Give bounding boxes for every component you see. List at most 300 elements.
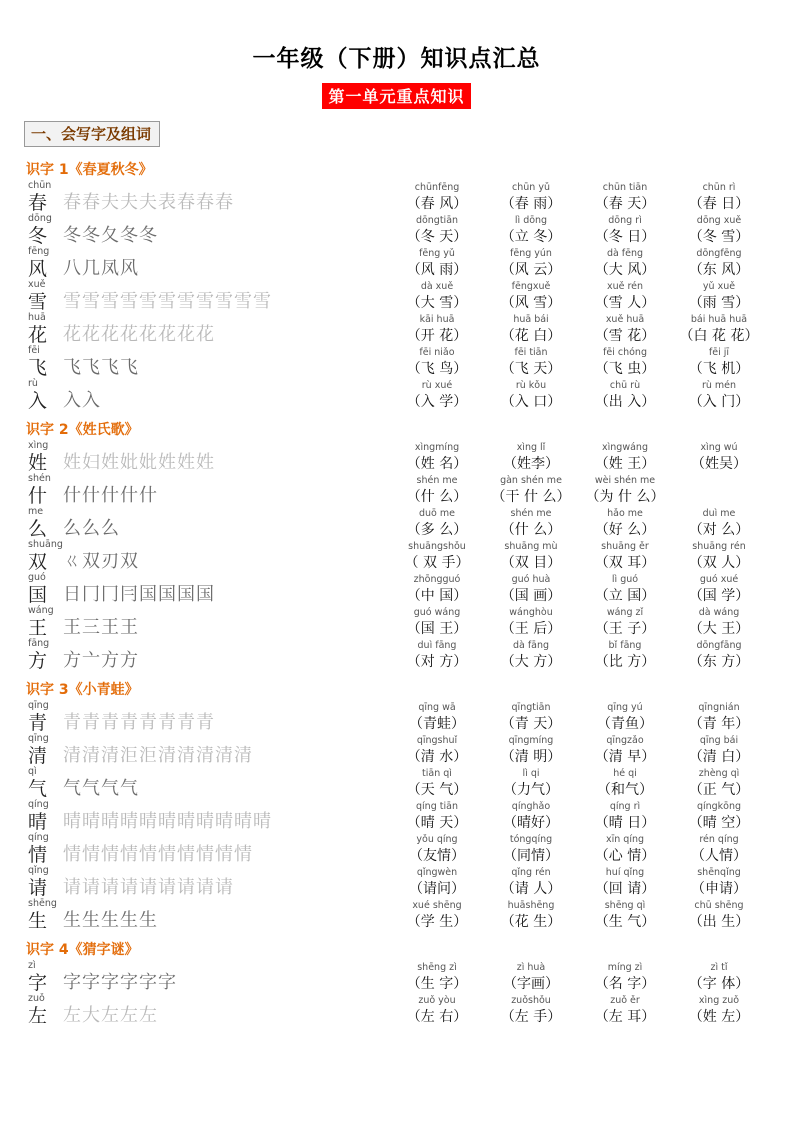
word-pinyin: xìng wú	[700, 442, 738, 453]
word-pinyin: lì qi	[522, 768, 540, 779]
word-cell	[578, 735, 672, 766]
word-row	[390, 833, 771, 865]
word-pinyin: shuāng mù	[504, 541, 558, 552]
character-pinyin: fāng	[28, 638, 50, 649]
word-pinyin: shuāng ěr	[601, 541, 649, 552]
word-text: （人情）	[691, 848, 747, 864]
character-practice-row	[28, 474, 384, 506]
trace-glyph: 情	[63, 844, 81, 865]
word-pinyin: shuāngshǒu	[408, 541, 466, 552]
trace-glyph: 什	[120, 485, 138, 506]
word-pinyin: zuǒshǒu	[511, 995, 551, 1006]
character-practice-row	[28, 507, 384, 539]
character-glyph: 冬	[28, 225, 48, 247]
trace-glyph: 刃	[101, 551, 119, 572]
character-glyph: 情	[28, 844, 48, 866]
word-row	[390, 606, 771, 638]
word-text: （晴好）	[503, 815, 559, 831]
word-row	[390, 767, 771, 799]
trace-glyph: 花	[158, 324, 176, 345]
trace-glyph: 花	[82, 324, 100, 345]
word-pinyin: dōngfēng	[696, 248, 742, 259]
trace-glyph: 国	[139, 584, 157, 605]
word-pinyin: qīngnián	[698, 702, 740, 713]
character-glyph: 风	[28, 258, 48, 280]
trace-glyph: 雪	[120, 291, 138, 312]
word-pinyin: rù mén	[701, 380, 737, 391]
word-pinyin: fēi chóng	[603, 347, 647, 358]
trace-glyph: 姓	[177, 452, 195, 473]
word-row	[390, 379, 771, 411]
character-cell	[28, 280, 58, 312]
character-practice-row	[28, 899, 384, 931]
character-practice-row	[28, 181, 384, 213]
trace-glyph: 夫	[139, 192, 157, 213]
word-cell	[672, 541, 766, 572]
character-pinyin: guó	[28, 572, 46, 583]
trace-glyph: 方	[120, 650, 138, 671]
trace-glyph: 清	[63, 745, 81, 766]
word-pinyin: dōngtiān	[415, 215, 459, 226]
word-pinyin: xìngmíng	[414, 442, 460, 453]
word-pinyin: rù xué	[421, 380, 453, 391]
trace-glyph: 左	[101, 1005, 119, 1026]
trace-glyph: 清	[158, 745, 176, 766]
trace-glyph: 夂	[101, 225, 119, 246]
word-cell	[672, 475, 766, 506]
word-cell	[672, 442, 766, 473]
trace-glyph: 八	[63, 258, 81, 279]
word-text: （晴 天）	[406, 815, 468, 831]
trace-glyph: 入	[63, 390, 81, 411]
word-text: （国 王）	[406, 621, 468, 637]
trace-glyph: 花	[196, 324, 214, 345]
stroke-order-trace	[58, 806, 271, 832]
word-text: （风 雪）	[500, 295, 562, 311]
word-cell	[672, 900, 766, 931]
trace-glyph: 字	[82, 972, 100, 993]
trace-glyph: 么	[101, 518, 119, 539]
character-cell	[28, 639, 58, 671]
word-cell	[672, 182, 766, 213]
character-glyph: 清	[28, 745, 48, 767]
word-text: （申请）	[691, 881, 747, 897]
trace-glyph: 请	[101, 877, 119, 898]
word-pinyin: bǐ fāng	[608, 640, 642, 651]
word-row	[390, 866, 771, 898]
word-text: （冬 雪）	[688, 229, 750, 245]
word-cell	[578, 281, 672, 312]
word-text: （立 国）	[594, 588, 656, 604]
trace-glyph: 冃	[120, 584, 138, 605]
word-pinyin: dà wáng	[698, 607, 740, 618]
word-cell	[484, 801, 578, 832]
trace-glyph: 晴	[215, 811, 233, 832]
trace-glyph: 妣	[139, 452, 157, 473]
word-cell	[578, 801, 672, 832]
word-pinyin: wáng zǐ	[606, 607, 644, 618]
stroke-practice-column	[22, 441, 384, 672]
word-pinyin: qīngtiān	[511, 702, 551, 713]
word-cell	[484, 541, 578, 572]
word-pinyin: tiān qì	[422, 768, 452, 779]
word-pinyin: xué shēng	[412, 900, 462, 911]
character-group	[22, 939, 771, 1027]
character-pinyin: rù	[28, 378, 38, 389]
word-text: （青蛙）	[409, 716, 465, 732]
word-cell	[390, 314, 484, 345]
word-text: （春 日）	[688, 196, 750, 212]
trace-glyph: 字	[158, 972, 176, 993]
stroke-order-trace	[58, 839, 252, 865]
character-cell	[28, 866, 58, 898]
trace-glyph: 清	[234, 745, 252, 766]
word-cell	[390, 347, 484, 378]
trace-glyph: 妣	[120, 452, 138, 473]
word-cell	[578, 442, 672, 473]
word-pinyin: fēng yǔ	[419, 248, 455, 259]
word-text: （春 风）	[406, 196, 468, 212]
trace-glyph: 么	[63, 518, 81, 539]
stroke-order-trace	[58, 253, 138, 279]
character-pinyin: shén	[28, 473, 51, 484]
trace-glyph: 晴	[177, 811, 195, 832]
stroke-order-trace	[58, 385, 100, 411]
character-practice-row	[28, 379, 384, 411]
trace-glyph: 情	[82, 844, 100, 865]
word-pinyin: qīngmíng	[508, 735, 554, 746]
trace-glyph: 雪	[158, 291, 176, 312]
trace-glyph: 气	[63, 778, 81, 799]
trace-glyph: 雪	[234, 291, 252, 312]
word-text: （左 右）	[406, 1009, 468, 1025]
trace-glyph: 方	[63, 650, 81, 671]
trace-glyph: 生	[63, 910, 81, 931]
word-cell	[578, 702, 672, 733]
word-cell	[672, 962, 766, 993]
character-pinyin: fēng	[28, 246, 50, 257]
trace-glyph: 生	[101, 910, 119, 931]
word-text: （好 么）	[594, 522, 656, 538]
word-pinyin: chūn rì	[702, 182, 736, 193]
character-practice-row	[28, 701, 384, 733]
character-glyph: 双	[28, 551, 48, 573]
trace-glyph: 春	[196, 192, 214, 213]
stroke-order-trace	[58, 319, 214, 345]
word-text: （冬 日）	[594, 229, 656, 245]
stroke-order-trace	[58, 1000, 157, 1026]
word-text: （王 后）	[500, 621, 562, 637]
word-pinyin: zì tǐ	[710, 962, 728, 973]
word-cell	[672, 834, 766, 865]
trace-glyph: 春	[63, 192, 81, 213]
word-text: （青鱼）	[597, 716, 653, 732]
word-row	[390, 639, 771, 671]
word-cell	[390, 995, 484, 1026]
word-text: （请问）	[409, 881, 465, 897]
trace-glyph: 情	[139, 844, 157, 865]
word-text: （出 入）	[594, 394, 656, 410]
word-pinyin: míng zì	[607, 962, 643, 973]
word-cell	[672, 347, 766, 378]
character-glyph: 什	[28, 485, 48, 507]
stroke-practice-column	[22, 181, 384, 412]
word-text: （雪 人）	[594, 295, 656, 311]
stroke-practice-column	[22, 701, 384, 932]
word-text: （青 天）	[500, 716, 562, 732]
trace-glyph: 什	[82, 485, 100, 506]
trace-glyph: 情	[234, 844, 252, 865]
word-pinyin: lì dōng	[514, 215, 548, 226]
character-cell	[28, 767, 58, 799]
trace-glyph: 字	[120, 972, 138, 993]
word-text: （什 么）	[500, 522, 562, 538]
word-cell	[484, 347, 578, 378]
trace-glyph: 表	[158, 192, 176, 213]
word-cell	[578, 508, 672, 539]
character-group	[22, 159, 771, 412]
trace-glyph: 请	[63, 877, 81, 898]
word-pinyin: duì fāng	[417, 640, 457, 651]
word-list-column	[384, 961, 771, 1027]
trace-glyph: 冬	[139, 225, 157, 246]
character-pinyin: xìng	[28, 440, 49, 451]
word-cell	[390, 182, 484, 213]
word-text: （入 学）	[406, 394, 468, 410]
word-text: （名 字）	[594, 976, 656, 992]
word-row	[390, 701, 771, 733]
trace-glyph: 情	[158, 844, 176, 865]
trace-glyph: 飞	[101, 357, 119, 378]
word-pinyin: fēng yún	[510, 248, 552, 259]
word-pinyin: dōng rì	[608, 215, 642, 226]
word-cell	[390, 475, 484, 506]
trace-glyph: 晴	[158, 811, 176, 832]
word-text: （姓 左）	[688, 1009, 750, 1025]
word-cell	[484, 281, 578, 312]
word-pinyin: zhōngguó	[413, 574, 461, 585]
word-pinyin: rù kǒu	[515, 380, 547, 391]
character-cell	[28, 474, 58, 506]
word-text: （入 门）	[688, 394, 750, 410]
trace-glyph: 冬	[82, 225, 100, 246]
word-row	[390, 247, 771, 279]
word-row	[390, 734, 771, 766]
stroke-order-trace	[58, 872, 233, 898]
trace-glyph: 么	[82, 518, 100, 539]
word-text: （清 早）	[594, 749, 656, 765]
trace-glyph: 雪	[215, 291, 233, 312]
word-pinyin: zuǒ yòu	[418, 995, 456, 1006]
word-pinyin: wèi shén me	[594, 475, 656, 486]
trace-glyph: 请	[120, 877, 138, 898]
stroke-order-trace	[58, 707, 214, 733]
word-pinyin: xìng zuǒ	[698, 995, 740, 1006]
word-pinyin: bái huā huā	[690, 314, 748, 325]
trace-glyph: 清	[196, 745, 214, 766]
trace-glyph: 冬	[63, 225, 81, 246]
word-cell	[578, 541, 672, 572]
word-pinyin: huí qǐng	[605, 867, 645, 878]
trace-glyph: 王	[63, 617, 81, 638]
stroke-order-trace	[58, 513, 119, 539]
word-row	[390, 346, 771, 378]
trace-glyph: 春	[177, 192, 195, 213]
word-text: （晴 空）	[688, 815, 750, 831]
character-pinyin: shēng	[28, 898, 57, 909]
stroke-order-trace	[58, 612, 138, 638]
word-row	[390, 540, 771, 572]
word-pinyin: qíng tiān	[416, 801, 458, 812]
word-pinyin: shēng qì	[604, 900, 646, 911]
trace-glyph: 雪	[82, 291, 100, 312]
trace-glyph: 风	[120, 258, 138, 279]
group-body	[22, 961, 771, 1027]
character-cell	[28, 539, 63, 573]
trace-glyph: 姓	[158, 452, 176, 473]
trace-glyph: 晴	[101, 811, 119, 832]
word-cell	[484, 475, 578, 506]
character-pinyin: qíng	[28, 799, 49, 810]
character-cell	[28, 379, 58, 411]
character-cell	[28, 899, 58, 931]
trace-glyph: 国	[158, 584, 176, 605]
character-pinyin: qīng	[28, 733, 49, 744]
word-cell	[578, 182, 672, 213]
word-cell	[390, 281, 484, 312]
character-pinyin: fēi	[28, 345, 40, 356]
word-text: （为 什 么）	[585, 489, 665, 505]
character-practice-row	[28, 606, 384, 638]
word-text: （雪 花）	[594, 328, 656, 344]
word-pinyin: chū shēng	[694, 900, 744, 911]
trace-glyph: 气	[82, 778, 100, 799]
character-practice-row	[28, 994, 384, 1026]
trace-glyph: 请	[139, 877, 157, 898]
trace-glyph: 青	[158, 712, 176, 733]
word-cell	[484, 508, 578, 539]
word-pinyin: chū rù	[609, 380, 641, 391]
character-glyph: 晴	[28, 811, 48, 833]
character-cell	[28, 994, 58, 1026]
trace-glyph: 清	[82, 745, 100, 766]
trace-glyph: ㄍ	[63, 551, 81, 572]
word-cell	[672, 281, 766, 312]
word-cell	[484, 962, 578, 993]
word-text: （对 么）	[688, 522, 750, 538]
word-text: （国 画）	[500, 588, 562, 604]
word-pinyin: huā bái	[513, 314, 549, 325]
trace-glyph: 夫	[120, 192, 138, 213]
section-heading: 一、会写字及组词	[24, 121, 160, 147]
word-text: （白 花 花）	[679, 328, 759, 344]
word-text: （比 方）	[594, 654, 656, 670]
trace-glyph: 什	[139, 485, 157, 506]
character-cell	[28, 441, 58, 473]
word-text: （生 气）	[594, 914, 656, 930]
trace-glyph: 冂	[82, 584, 100, 605]
unit-banner: 第一单元重点知识	[322, 83, 470, 109]
trace-glyph: 国	[196, 584, 214, 605]
trace-glyph: 字	[139, 972, 157, 993]
word-pinyin: fēi jī	[708, 347, 730, 358]
word-cell	[672, 508, 766, 539]
character-cell	[28, 606, 58, 638]
trace-glyph: 春	[82, 192, 100, 213]
word-text: （国 学）	[688, 588, 750, 604]
word-cell	[390, 867, 484, 898]
word-cell	[578, 347, 672, 378]
word-text: （干 什 么）	[491, 489, 571, 505]
stroke-order-trace	[58, 352, 138, 378]
character-pinyin: shuāng	[28, 539, 63, 550]
word-pinyin: guó wáng	[413, 607, 461, 618]
word-cell	[390, 768, 484, 799]
trace-glyph: 王	[101, 617, 119, 638]
word-cell	[672, 380, 766, 411]
trace-glyph: 大	[82, 1005, 100, 1026]
word-pinyin: qīngzǎo	[606, 735, 644, 746]
word-cell	[672, 702, 766, 733]
word-text: （大 风）	[594, 262, 656, 278]
word-text: （友情）	[409, 848, 465, 864]
trace-glyph: 青	[139, 712, 157, 733]
character-practice-row	[28, 247, 384, 279]
character-practice-row	[28, 540, 384, 572]
word-cell	[484, 768, 578, 799]
trace-glyph: 晴	[63, 811, 81, 832]
word-cell	[390, 541, 484, 572]
group-title: 识字 2《姓氏歌》	[26, 422, 139, 438]
word-text: （回 请）	[594, 881, 656, 897]
stroke-order-trace	[58, 286, 271, 312]
trace-glyph: 春	[215, 192, 233, 213]
trace-glyph: 洰	[139, 745, 157, 766]
character-glyph: 王	[28, 617, 48, 639]
trace-glyph: 日	[63, 584, 81, 605]
character-cell	[28, 313, 58, 345]
trace-glyph: 入	[82, 390, 100, 411]
trace-glyph: 请	[82, 877, 100, 898]
word-cell	[390, 735, 484, 766]
word-text: （清 水）	[406, 749, 468, 765]
word-cell	[578, 995, 672, 1026]
word-text: （风 雨）	[406, 262, 468, 278]
trace-glyph: 气	[120, 778, 138, 799]
trace-glyph: 花	[120, 324, 138, 345]
stroke-order-trace	[58, 773, 138, 799]
word-cell	[484, 380, 578, 411]
word-pinyin: zhèng qì	[698, 768, 740, 779]
word-cell	[672, 768, 766, 799]
trace-glyph: 飞	[120, 357, 138, 378]
character-pinyin: qì	[28, 766, 37, 777]
word-cell	[390, 442, 484, 473]
character-cell	[28, 800, 58, 832]
word-text: （清 白）	[688, 749, 750, 765]
trace-glyph: 左	[120, 1005, 138, 1026]
word-pinyin: xìngwáng	[602, 442, 648, 453]
word-cell	[578, 475, 672, 506]
trace-glyph: 青	[82, 712, 100, 733]
trace-glyph: 清	[101, 745, 119, 766]
character-pinyin: qíng	[28, 832, 49, 843]
word-cell	[484, 995, 578, 1026]
character-practice-row	[28, 573, 384, 605]
word-text: （字 体）	[688, 976, 750, 992]
trace-glyph: 晴	[196, 811, 214, 832]
trace-glyph: 青	[101, 712, 119, 733]
